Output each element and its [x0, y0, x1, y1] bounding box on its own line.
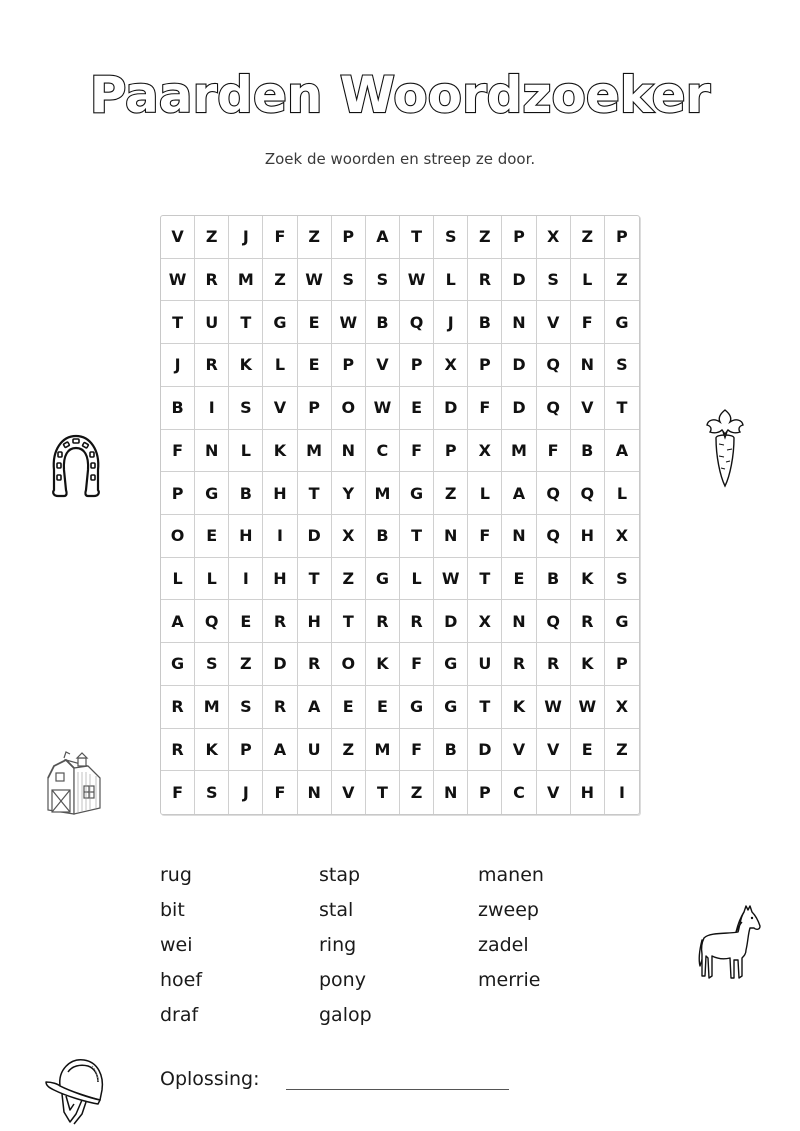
grid-cell[interactable]: Z [400, 771, 434, 814]
grid-cell[interactable]: T [400, 515, 434, 558]
grid-cell[interactable]: A [605, 430, 639, 473]
grid-cell[interactable]: K [195, 729, 229, 772]
grid-cell[interactable]: G [434, 643, 468, 686]
grid-cell[interactable]: Q [537, 515, 571, 558]
word-item: wei [160, 934, 193, 956]
grid-cell[interactable]: L [434, 259, 468, 302]
grid-cell[interactable]: W [332, 301, 366, 344]
grid-cell[interactable]: G [195, 472, 229, 515]
grid-cell[interactable]: V [537, 729, 571, 772]
grid-cell[interactable]: G [400, 686, 434, 729]
grid-cell[interactable]: G [366, 558, 400, 601]
grid-cell[interactable]: F [400, 643, 434, 686]
grid-cell[interactable]: K [502, 686, 536, 729]
grid-cell[interactable]: F [263, 771, 297, 814]
grid-cell[interactable]: L [468, 472, 502, 515]
grid-cell[interactable]: R [195, 344, 229, 387]
grid-cell[interactable]: G [605, 600, 639, 643]
word-item: pony [319, 969, 366, 991]
grid-cell[interactable]: K [571, 643, 605, 686]
grid-cell[interactable]: P [332, 216, 366, 259]
grid-cell[interactable]: E [229, 600, 263, 643]
grid-cell[interactable]: L [400, 558, 434, 601]
grid-cell[interactable]: P [400, 344, 434, 387]
grid-cell[interactable]: M [502, 430, 536, 473]
word-item: zadel [478, 934, 529, 956]
grid-cell[interactable]: O [332, 643, 366, 686]
grid-cell[interactable]: R [366, 600, 400, 643]
word-item: draf [160, 1004, 199, 1026]
letter-grid [160, 215, 640, 815]
grid-cell[interactable]: K [263, 430, 297, 473]
grid-cell[interactable]: B [434, 729, 468, 772]
grid-cell[interactable]: F [161, 430, 195, 473]
grid-cell[interactable]: P [605, 643, 639, 686]
grid-cell[interactable]: K [571, 558, 605, 601]
word-list-column-2 [319, 858, 478, 1033]
grid-cell[interactable]: F [161, 771, 195, 814]
grid-cell[interactable]: Q [571, 472, 605, 515]
grid-cell[interactable]: I [263, 515, 297, 558]
grid-cell[interactable]: Z [263, 259, 297, 302]
grid-cell[interactable]: P [229, 729, 263, 772]
grid-cell[interactable]: A [366, 216, 400, 259]
grid-cell[interactable]: P [468, 771, 502, 814]
grid-cell[interactable]: X [332, 515, 366, 558]
grid-cell[interactable]: M [195, 686, 229, 729]
grid-cell[interactable]: T [332, 600, 366, 643]
grid-cell[interactable]: R [195, 259, 229, 302]
grid-cell[interactable]: N [502, 301, 536, 344]
grid-cell[interactable]: V [332, 771, 366, 814]
word-list-column-3 [478, 858, 637, 1033]
grid-cell[interactable]: R [263, 686, 297, 729]
grid-cell[interactable]: Z [298, 216, 332, 259]
grid-cell[interactable]: P [332, 344, 366, 387]
grid-cell[interactable]: D [502, 259, 536, 302]
word-item: merrie [478, 969, 541, 991]
word-item: rug [160, 864, 192, 886]
grid-cell[interactable]: E [298, 301, 332, 344]
grid-cell[interactable]: T [366, 771, 400, 814]
grid-cell[interactable]: W [571, 686, 605, 729]
grid-cell[interactable]: K [366, 643, 400, 686]
grid-cell[interactable]: N [502, 600, 536, 643]
grid-cell[interactable]: A [161, 600, 195, 643]
grid-cell[interactable]: U [195, 301, 229, 344]
grid-cell[interactable]: R [161, 686, 195, 729]
grid-cell[interactable]: R [537, 643, 571, 686]
grid-cell[interactable]: D [263, 643, 297, 686]
grid-cell[interactable]: E [502, 558, 536, 601]
grid-cell[interactable]: I [229, 558, 263, 601]
grid-cell[interactable]: R [161, 729, 195, 772]
grid-cell[interactable]: D [502, 387, 536, 430]
grid-cell[interactable]: F [263, 216, 297, 259]
grid-cell[interactable]: Q [537, 600, 571, 643]
grid-cell[interactable]: S [229, 686, 263, 729]
grid-cell[interactable]: Z [229, 643, 263, 686]
grid-cell[interactable]: P [161, 472, 195, 515]
grid-cell[interactable]: S [195, 643, 229, 686]
grid-cell[interactable]: N [502, 515, 536, 558]
grid-cell[interactable]: D [434, 387, 468, 430]
grid-cell[interactable]: E [332, 686, 366, 729]
grid-cell[interactable]: P [468, 344, 502, 387]
grid-cell[interactable]: L [161, 558, 195, 601]
grid-cell[interactable]: W [161, 259, 195, 302]
grid-cell[interactable]: F [468, 515, 502, 558]
grid-cell[interactable]: O [161, 515, 195, 558]
grid-cell[interactable]: J [434, 301, 468, 344]
grid-cell[interactable]: A [502, 472, 536, 515]
grid-cell[interactable]: N [298, 771, 332, 814]
word-item: ring [319, 934, 357, 956]
grid-cell[interactable]: E [298, 344, 332, 387]
grid-cell[interactable]: W [366, 387, 400, 430]
word-item: zweep [478, 899, 539, 921]
grid-cell[interactable]: I [618, 783, 625, 803]
grid-cell[interactable]: Q [537, 472, 571, 515]
grid-cell[interactable]: V [537, 771, 571, 814]
grid-cell[interactable]: H [571, 515, 605, 558]
grid-cell[interactable]: V [502, 729, 536, 772]
grid-cell[interactable]: T [468, 686, 502, 729]
grid-cell[interactable]: B [366, 515, 400, 558]
solution-label: Oplossing: [160, 1068, 260, 1090]
grid-cell[interactable]: W [400, 259, 434, 302]
grid-cell[interactable]: P [605, 216, 639, 259]
grid-cell[interactable]: P [502, 216, 536, 259]
grid-cell[interactable]: R [468, 259, 502, 302]
grid-cell[interactable]: T [298, 472, 332, 515]
grid-cell[interactable]: Z [468, 216, 502, 259]
grid-cell[interactable]: V [161, 216, 195, 259]
grid-cell[interactable]: E [366, 686, 400, 729]
grid-cell[interactable]: F [468, 387, 502, 430]
grid-cell[interactable]: J [161, 344, 195, 387]
grid-cell[interactable]: D [434, 600, 468, 643]
word-item: manen [478, 864, 544, 886]
grid-cell[interactable]: U [468, 643, 502, 686]
word-item: hoef [160, 969, 203, 991]
instructions: Zoek de woorden en streep ze door. [264, 150, 536, 168]
grid-cell[interactable]: A [298, 686, 332, 729]
grid-cell[interactable]: Z [605, 259, 639, 302]
grid-cell[interactable]: B [571, 430, 605, 473]
grid-cell[interactable]: T [298, 558, 332, 601]
grid-cell[interactable]: U [298, 729, 332, 772]
grid-cell[interactable]: Q [400, 301, 434, 344]
grid-cell[interactable]: H [298, 600, 332, 643]
grid-cell[interactable]: K [229, 344, 263, 387]
grid-cell[interactable]: Q [537, 387, 571, 430]
grid-cell[interactable]: C [502, 771, 536, 814]
grid-cell[interactable]: S [605, 558, 639, 601]
grid-cell[interactable]: H [263, 472, 297, 515]
word-item: bit [160, 899, 185, 921]
grid-cell[interactable]: T [468, 558, 502, 601]
grid-cell[interactable]: Z [332, 558, 366, 601]
grid-cell[interactable]: Y [332, 472, 366, 515]
grid-cell[interactable]: Z [332, 729, 366, 772]
grid-cell[interactable]: V [263, 387, 297, 430]
grid-cell[interactable]: V [537, 301, 571, 344]
grid-cell[interactable]: R [502, 643, 536, 686]
grid-cell[interactable]: G [605, 301, 639, 344]
grid-cell[interactable]: X [605, 686, 639, 729]
grid-cell[interactable]: X [434, 344, 468, 387]
grid-cell[interactable]: N [571, 344, 605, 387]
grid-cell[interactable]: P [298, 387, 332, 430]
grid-cell[interactable]: Z [605, 729, 639, 772]
grid-cell[interactable]: M [229, 259, 263, 302]
grid-cell[interactable]: D [298, 515, 332, 558]
grid-cell[interactable]: A [263, 729, 297, 772]
grid-cell[interactable]: N [195, 430, 229, 473]
grid-cell[interactable]: W [298, 259, 332, 302]
grid-cell[interactable]: Z [571, 216, 605, 259]
carrot-icon [702, 408, 748, 490]
grid-cell[interactable]: X [468, 430, 502, 473]
grid-cell[interactable]: H [263, 558, 297, 601]
grid-cell[interactable]: L [571, 259, 605, 302]
grid-cell[interactable]: Z [434, 472, 468, 515]
grid-cell[interactable]: N [332, 430, 366, 473]
grid-cell[interactable]: F [400, 430, 434, 473]
grid-cell[interactable]: E [195, 515, 229, 558]
grid-cell[interactable]: R [263, 600, 297, 643]
grid-cell[interactable]: M [366, 472, 400, 515]
grid-cell[interactable]: T [605, 387, 639, 430]
grid-cell[interactable]: L [229, 430, 263, 473]
grid-cell[interactable]: E [400, 387, 434, 430]
grid-cell[interactable]: J [229, 771, 263, 814]
grid-cell[interactable]: G [161, 643, 195, 686]
grid-cell[interactable]: S [229, 387, 263, 430]
grid-cell[interactable]: H [229, 515, 263, 558]
grid-cell[interactable]: S [537, 259, 571, 302]
word-list-column-1 [160, 858, 319, 1033]
barn-icon [42, 748, 108, 818]
grid-cell[interactable]: M [366, 729, 400, 772]
word-item: stal [319, 899, 354, 921]
word-list [160, 858, 640, 1033]
grid-cell[interactable]: B [537, 558, 571, 601]
grid-cell[interactable]: X [468, 600, 502, 643]
grid-cell[interactable]: T [229, 301, 263, 344]
grid-cell[interactable]: M [298, 430, 332, 473]
grid-cell[interactable]: X [605, 515, 639, 558]
grid-cell[interactable]: R [400, 600, 434, 643]
grid-cell[interactable]: P [434, 430, 468, 473]
grid-cell[interactable]: I [195, 387, 229, 430]
grid-cell[interactable]: S [195, 771, 229, 814]
grid-cell[interactable]: W [434, 558, 468, 601]
grid-cell[interactable]: L [263, 344, 297, 387]
grid-cell[interactable]: T [161, 301, 195, 344]
grid-cell[interactable]: D [468, 729, 502, 772]
horse-icon [688, 898, 764, 986]
grid-cell[interactable]: S [605, 344, 639, 387]
grid-cell[interactable]: X [537, 216, 571, 259]
grid-cell[interactable]: Q [195, 600, 229, 643]
grid-cell[interactable]: B [229, 472, 263, 515]
grid-cell[interactable]: G [263, 301, 297, 344]
grid-cell[interactable]: N [434, 515, 468, 558]
grid-cell[interactable]: F [537, 430, 571, 473]
grid-cell[interactable]: B [161, 387, 195, 430]
grid-cell[interactable]: O [332, 387, 366, 430]
riding-helmet-icon [42, 1052, 108, 1128]
grid-cell[interactable]: S [434, 216, 468, 259]
grid-cell[interactable]: J [229, 216, 263, 259]
page-title: Paarden Woordzoeker [89, 66, 711, 124]
word-item: galop [319, 1004, 372, 1026]
grid-cell[interactable]: S [332, 259, 366, 302]
grid-cell[interactable]: L [605, 472, 639, 515]
grid-cell[interactable]: R [298, 643, 332, 686]
word-item: stap [319, 864, 361, 886]
grid-cell[interactable]: G [434, 686, 468, 729]
grid-cell[interactable]: R [571, 600, 605, 643]
grid-cell[interactable]: B [366, 301, 400, 344]
grid-cell[interactable]: S [366, 259, 400, 302]
grid-cell[interactable]: Q [537, 344, 571, 387]
grid-cell[interactable]: B [468, 301, 502, 344]
solution-answer-line[interactable] [286, 1089, 509, 1090]
grid-cell[interactable]: Z [195, 216, 229, 259]
grid-cell[interactable]: F [400, 729, 434, 772]
grid-cell[interactable]: V [366, 344, 400, 387]
grid-cell[interactable]: E [571, 729, 605, 772]
grid-cell[interactable]: F [571, 301, 605, 344]
grid-cell[interactable]: H [571, 771, 605, 814]
grid-cell[interactable]: W [537, 686, 571, 729]
grid-cell[interactable]: N [434, 771, 468, 814]
grid-cell[interactable]: C [366, 430, 400, 473]
grid-cell[interactable]: T [400, 216, 434, 259]
grid-cell[interactable]: G [400, 472, 434, 515]
grid-cell[interactable]: D [502, 344, 536, 387]
grid-cell[interactable]: V [571, 387, 605, 430]
horseshoe-icon [44, 430, 108, 502]
grid-cell[interactable]: L [195, 558, 229, 601]
